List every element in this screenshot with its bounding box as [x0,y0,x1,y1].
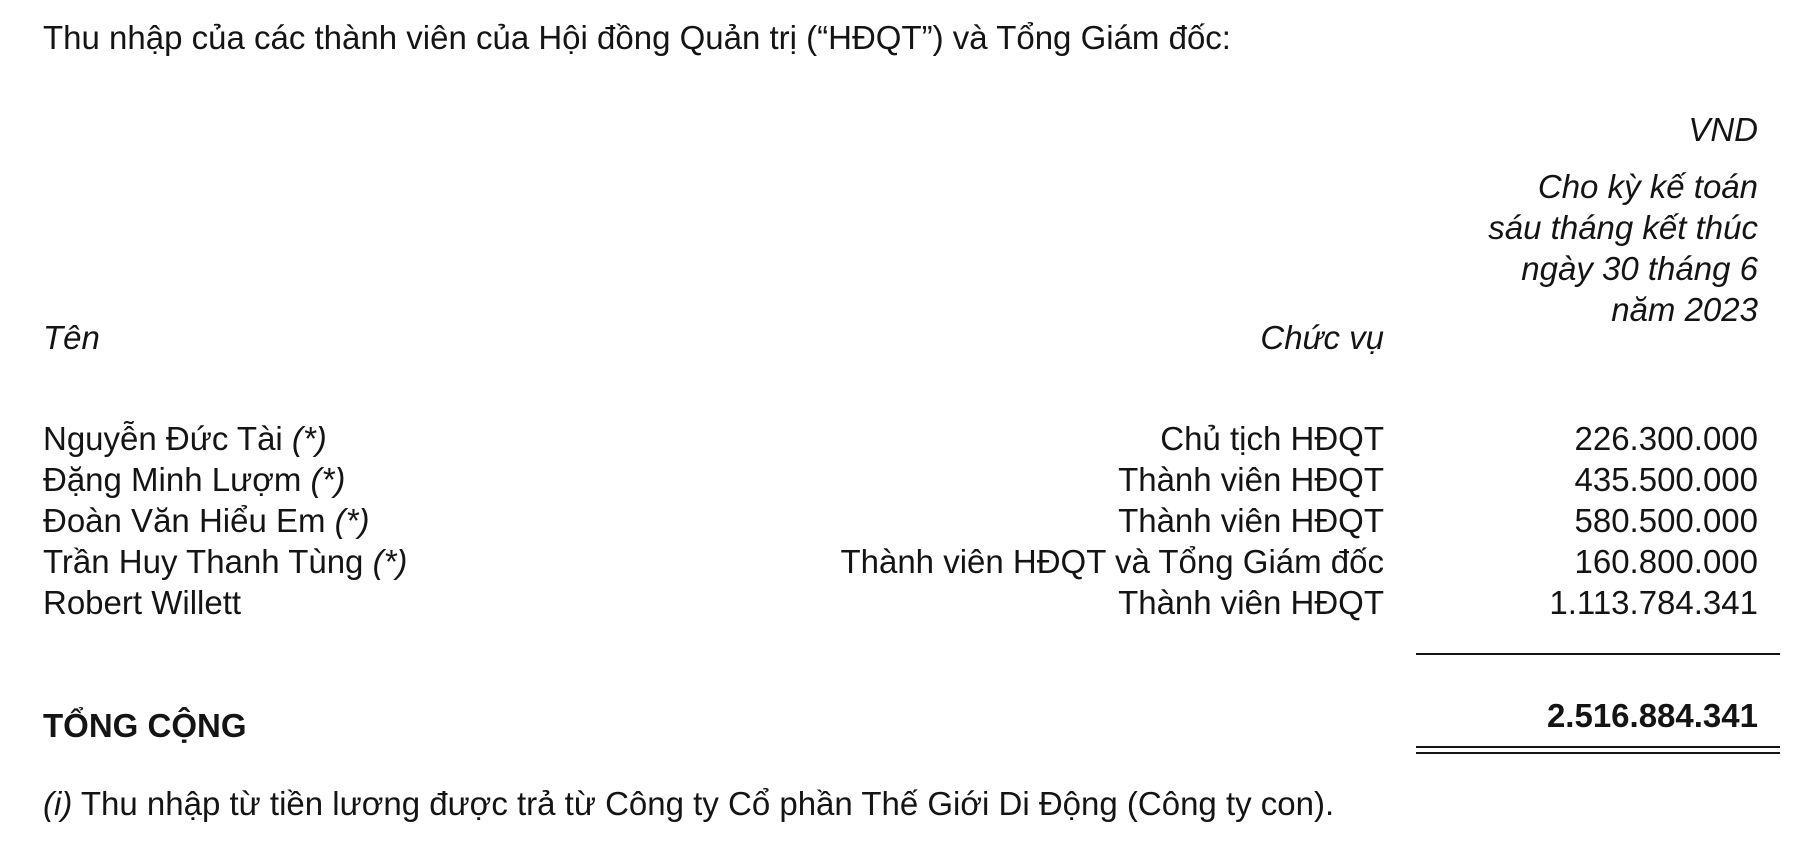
member-name-cell [43,459,345,500]
note-mark: (*) [310,461,346,498]
member-name-cell [43,582,241,623]
period-header [1488,166,1758,330]
member-name: Đoàn Văn Hiểu Em [43,502,326,539]
member-amount: 580.500.000 [1574,502,1758,539]
table-row [0,582,1804,623]
member-name-cell [43,541,407,582]
member-name: Trần Huy Thanh Tùng [43,543,364,580]
member-role: Thành viên HĐQT [1118,502,1384,539]
member-name: Robert Willett [43,584,242,621]
member-name-cell [43,418,327,459]
member-role: Thành viên HĐQT [1118,461,1384,498]
table-row [0,459,1804,500]
table-row [0,500,1804,541]
total-label: TỔNG CỘNG [43,707,247,744]
member-role: Chủ tịch HĐQT [1160,420,1384,457]
note-mark: (*) [372,543,408,580]
member-name-cell [43,500,369,541]
note-mark: (*) [334,502,370,539]
subtotal-rule [1416,653,1780,655]
column-header-name: Tên [43,319,100,356]
footnote-text: Thu nhập từ tiền lương được trả từ Công ty Cổ phần Thế Giới Di Động (Công ty con). [72,785,1335,822]
note-mark: (*) [291,420,327,457]
total-rule-lower [1416,752,1780,754]
income-table [0,418,1804,623]
member-role: Thành viên HĐQT [1118,584,1384,621]
member-amount: 435.500.000 [1574,461,1758,498]
member-role: Thành viên HĐQT và Tổng Giám đốc [840,543,1384,580]
member-name: Đặng Minh Lượm [43,461,302,498]
intro-text: Thu nhập của các thành viên của Hội đồng Quản trị (“HĐQT”) và Tổng Giám đốc: [43,19,1231,56]
period-header-line: ngày 30 tháng 6 [1521,250,1758,287]
footnote-mark: (i) [43,785,73,822]
member-amount: 226.300.000 [1574,420,1758,457]
footnote [43,784,1334,824]
total-rule-upper [1416,746,1780,748]
member-name: Nguyễn Đức Tài [43,420,283,457]
member-amount: 160.800.000 [1574,543,1758,580]
period-header-line: sáu tháng kết thúc [1488,209,1758,246]
currency-label: VND [1688,111,1758,148]
table-row [0,418,1804,459]
period-header-line: năm 2023 [1611,291,1758,328]
table-row [0,541,1804,582]
total-amount: 2.516.884.341 [1546,697,1758,734]
period-header-line: Cho kỳ kế toán [1537,168,1758,205]
member-amount: 1.113.784.341 [1549,584,1758,621]
column-header-role: Chức vụ [1260,319,1384,356]
